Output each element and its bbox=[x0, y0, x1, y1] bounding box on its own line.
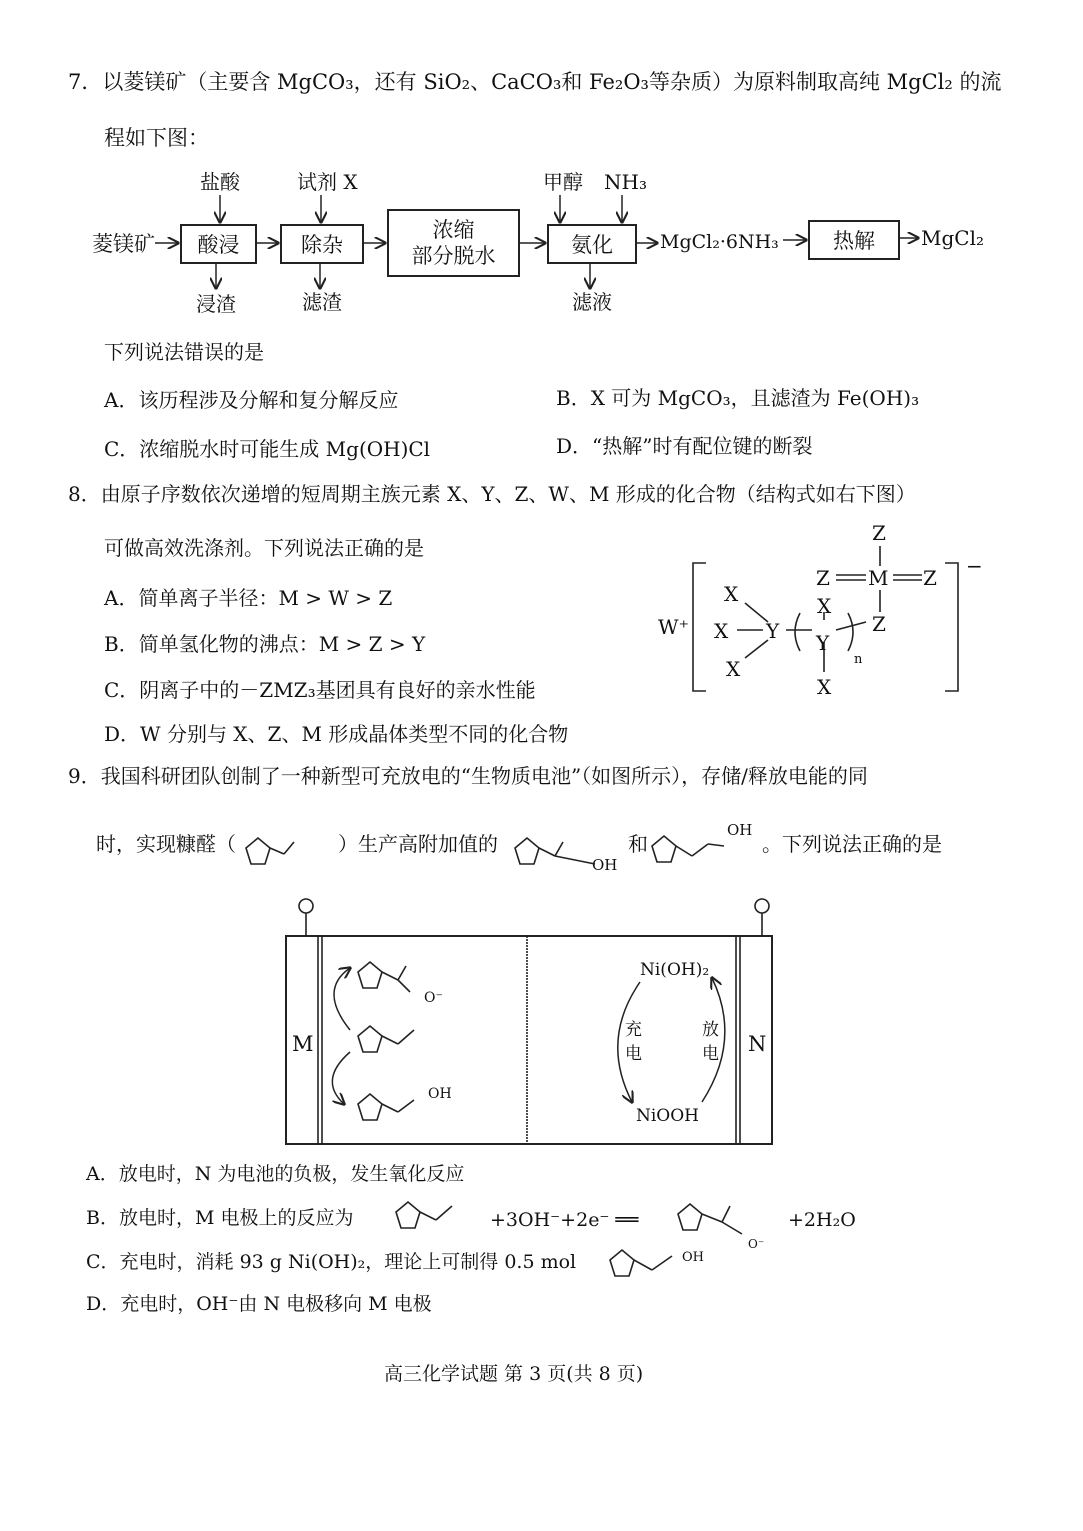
flow-step-acid-leach: 酸浸 bbox=[180, 224, 257, 264]
q8-option-d: D．W 分别与 X、Z、M 形成晶体类型不同的化合物 bbox=[104, 722, 569, 746]
flow-step3-line1: 浓缩 bbox=[432, 218, 475, 242]
cell-oh: OH bbox=[428, 1086, 452, 1102]
q9-stem-part4: 。下列说法正确的是 bbox=[762, 832, 942, 856]
q8-atom-y1: Y bbox=[766, 619, 780, 643]
flow-product: MgCl₂ bbox=[921, 226, 984, 250]
q9-stem-part1: 时，实现糠醛（ bbox=[96, 832, 236, 856]
q8-stem-line2: 可做高效洗涤剂。下列说法正确的是 bbox=[104, 536, 424, 560]
cell-nioh2: Ni(OH)₂ bbox=[640, 960, 710, 980]
flow-step-pyrolysis: 热解 bbox=[808, 220, 900, 260]
electrode-m-label: M bbox=[292, 1032, 314, 1056]
flow-input-hcl: 盐酸 bbox=[200, 170, 240, 194]
flow-input-x: 试剂 X bbox=[297, 170, 358, 194]
q7-stem-line2: 程如下图： bbox=[104, 126, 209, 150]
q8-option-a: A．简单离子半径：M > W > Z bbox=[104, 586, 393, 610]
q7-stem-line1: 7．以菱镁矿（主要含 MgCO₃，还有 SiO₂、CaCO₃和 Fe₂O₃等杂质）为原料制取高纯 MgCl₂ 的流 bbox=[68, 70, 1002, 94]
q9-option-c-oh: OH bbox=[682, 1250, 704, 1265]
q9-stem-line1: 9．我国科研团队创制了一种新型可充放电的“生物质电池”（如图所示），存储/释放电能的同 bbox=[68, 764, 868, 788]
q9-option-b-post: +2H₂O bbox=[788, 1209, 856, 1231]
page-footer: 高三化学试题 第 3 页(共 8 页) bbox=[384, 1363, 644, 1385]
cell-niooh: NiOOH bbox=[636, 1106, 700, 1126]
q7-option-b: B．X 可为 MgCO₃，且滤渣为 Fe(OH)₃ bbox=[556, 386, 920, 410]
q9-option-d: D．充电时，OH⁻由 N 电极移向 M 电极 bbox=[86, 1293, 432, 1315]
q8-atom-x-upper: X bbox=[817, 594, 832, 618]
q9-stem-oh-label: OH bbox=[592, 856, 618, 874]
flow-input-methanol: 甲醇 bbox=[543, 170, 583, 194]
q9-option-b-mid: +3OH⁻+2e⁻ ══ bbox=[490, 1209, 639, 1231]
q8-atom-z-right: Z bbox=[923, 566, 937, 590]
label-charge-2: 电 bbox=[625, 1044, 642, 1064]
flow-raw: 菱镁矿 bbox=[92, 232, 155, 256]
q8-atom-x-lower: X bbox=[817, 675, 832, 699]
q8-option-c: C．阴离子中的－ZMZ₃基团具有良好的亲水性能 bbox=[104, 678, 536, 702]
q8-atom-m: M bbox=[868, 566, 889, 590]
electrode-n-label: N bbox=[748, 1032, 767, 1056]
q8-anion-charge: − bbox=[966, 554, 983, 578]
q9-option-b-pre: B．放电时，M 电极上的反应为 bbox=[86, 1207, 354, 1229]
q9-stem-part3: 和 bbox=[628, 832, 648, 856]
flow-step-purify: 除杂 bbox=[280, 224, 364, 264]
flow-intermediate: MgCl₂·6NH₃ bbox=[660, 231, 779, 253]
optb-furoate-icon bbox=[678, 1204, 742, 1234]
q9-option-b-o-minus: O⁻ bbox=[748, 1237, 765, 1251]
flow-out-filter-residue: 滤渣 bbox=[302, 290, 342, 314]
flow-input-nh3: NH₃ bbox=[604, 170, 647, 194]
optb-furfural-icon bbox=[396, 1202, 452, 1228]
q8-atom-x2: X bbox=[714, 619, 729, 643]
label-charge-1: 充 bbox=[625, 1020, 642, 1040]
q7-question: 下列说法错误的是 bbox=[104, 340, 264, 364]
q8-atom-z-left: Z bbox=[816, 566, 830, 590]
cell-o-minus: O⁻ bbox=[424, 990, 443, 1006]
q9-option-a: A．放电时，N 为电池的负极，发生氧化反应 bbox=[86, 1163, 465, 1185]
label-discharge-1: 放 bbox=[702, 1020, 719, 1040]
flow-step3-line2: 部分脱水 bbox=[411, 244, 496, 268]
q8-atom-z-bridge: Z bbox=[872, 612, 886, 636]
q8-atom-x1: X bbox=[724, 582, 739, 606]
q8-atom-y2: Y bbox=[816, 631, 830, 655]
q7-option-d: D．“热解”时有配位键的断裂 bbox=[556, 434, 813, 458]
flow-out-filtrate: 滤液 bbox=[572, 290, 612, 314]
q8-cation-w: W⁺ bbox=[658, 615, 690, 639]
q7-option-c: C．浓缩脱水时可能生成 Mg(OH)Cl bbox=[104, 437, 431, 461]
flow-out-leach-residue: 浸渣 bbox=[196, 292, 236, 316]
q7-option-a: A．该历程涉及分解和复分解反应 bbox=[104, 388, 399, 412]
q8-subscript-n: n bbox=[854, 652, 863, 667]
q9-option-c: C．充电时，消耗 93 g Ni(OH)₂，理论上可制得 0.5 mol bbox=[86, 1251, 577, 1273]
q9-stem-part2: ）生产高附加值的 bbox=[338, 832, 498, 856]
optc-furfuryl-alcohol-icon bbox=[610, 1250, 672, 1276]
q8-atom-x3: X bbox=[726, 657, 741, 681]
q8-atom-z-top: Z bbox=[872, 521, 886, 545]
label-discharge-2: 电 bbox=[702, 1044, 719, 1064]
q8-stem-line1: 8．由原子序数依次递增的短周期主族元素 X、Y、Z、W、M 形成的化合物（结构式如右下图） bbox=[68, 482, 916, 506]
q9-stem-oh-label2: OH bbox=[727, 821, 753, 839]
q8-option-b: B．简单氢化物的沸点：M > Z > Y bbox=[104, 632, 426, 656]
flow-step-ammoniate: 氨化 bbox=[547, 224, 637, 264]
